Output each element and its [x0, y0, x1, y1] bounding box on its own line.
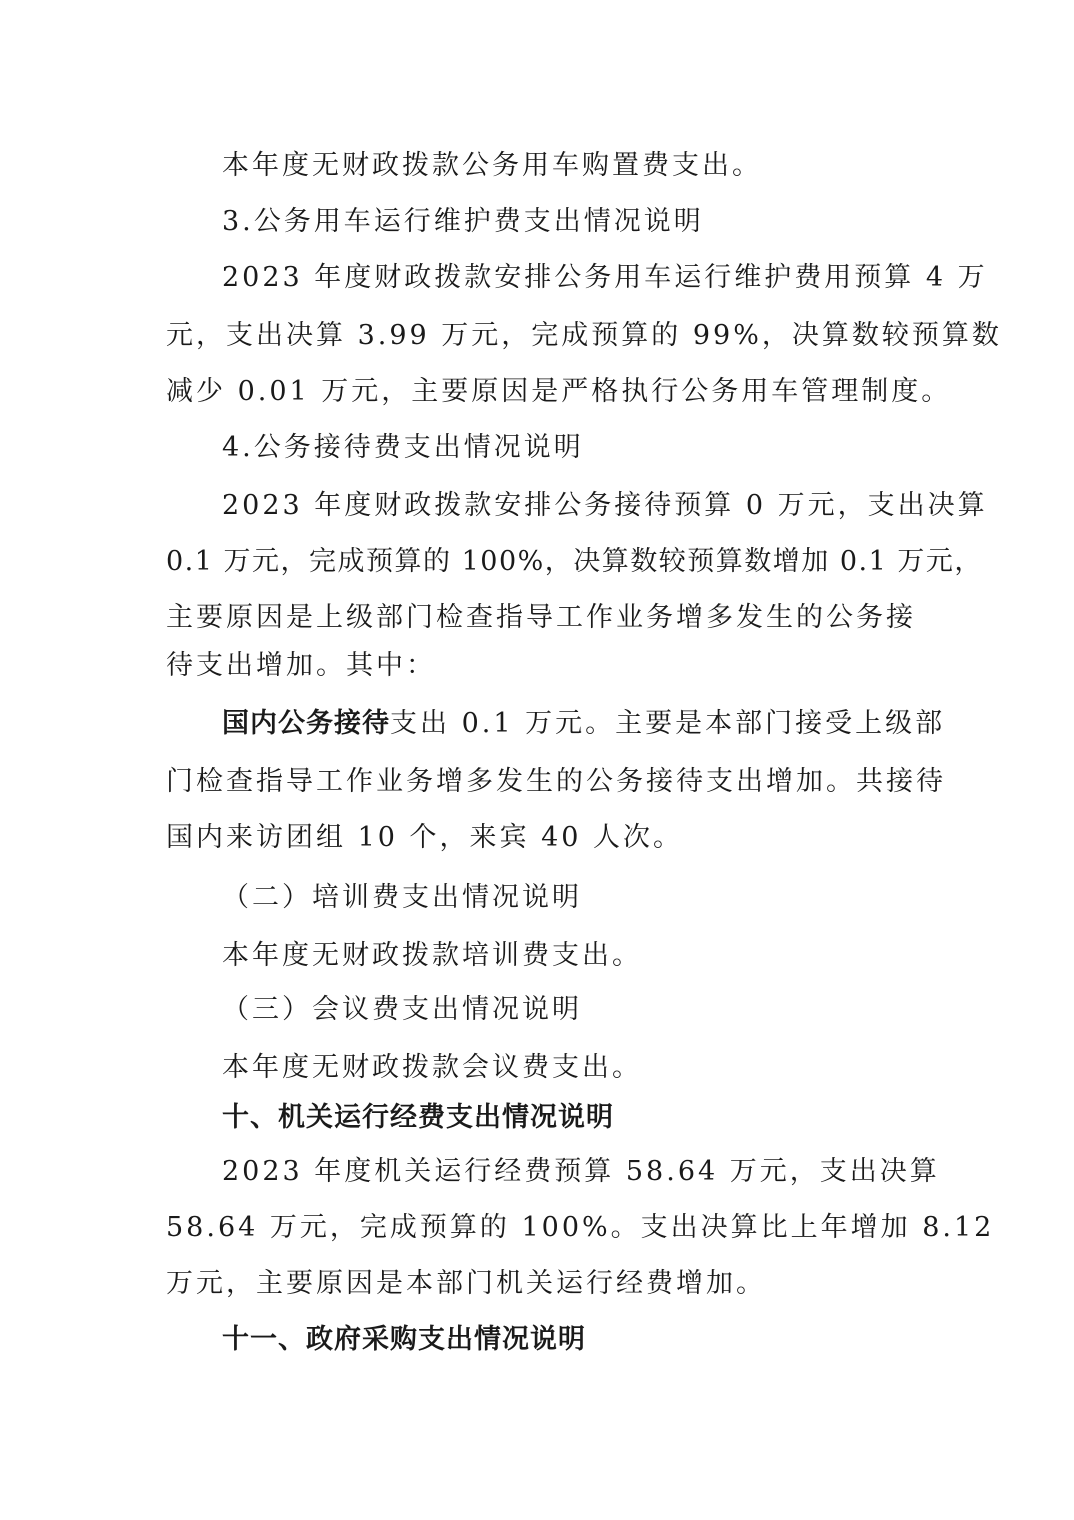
paragraph-line: 2023 年度财政拨款安排公务接待预算 0 万元，支出决算 — [222, 490, 988, 521]
section-heading: 3.公务用车运行维护费支出情况说明 — [222, 206, 704, 237]
paragraph-line: 本年度无财政拨款会议费支出。 — [222, 1052, 642, 1083]
paragraph-line: 2023 年度机关运行经费预算 58.64 万元，支出决算 — [222, 1156, 940, 1187]
domestic-reception-text: 支出 0.1 万元。主要是本部门接受上级部 — [390, 708, 946, 739]
paragraph-line — [222, 704, 945, 744]
paragraph-line: 减少 0.01 万元，主要原因是严格执行公务用车管理制度。 — [166, 376, 952, 407]
section-heading: （三）会议费支出情况说明 — [222, 994, 582, 1025]
paragraph-line: 58.64 万元，完成预算的 100%。支出决算比上年增加 8.12 — [166, 1212, 995, 1243]
paragraph-line: 国内来访团组 10 个，来宾 40 人次。 — [166, 822, 684, 853]
paragraph-line: 万元，主要原因是本部门机关运行经费增加。 — [166, 1268, 766, 1299]
paragraph-line: 本年度无财政拨款培训费支出。 — [222, 940, 642, 971]
paragraph-line: 0.1 万元，完成预算的 100%，决算数较预算数增加 0.1 万元， — [166, 546, 983, 577]
section-heading: 4.公务接待费支出情况说明 — [222, 432, 584, 463]
paragraph-line: 主要原因是上级部门检查指导工作业务增多发生的公务接 — [166, 602, 916, 633]
chapter-heading: 十、机关运行经费支出情况说明 — [222, 1102, 614, 1133]
paragraph-line: 门检查指导工作业务增多发生的公务接待支出增加。共接待 — [166, 766, 946, 797]
chapter-heading: 十一、政府采购支出情况说明 — [222, 1324, 586, 1355]
paragraph-line: 2023 年度财政拨款安排公务用车运行维护费用预算 4 万 — [222, 262, 988, 293]
paragraph-line: 元，支出决算 3.99 万元，完成预算的 99%，决算数较预算数 — [166, 320, 1002, 351]
paragraph-line: 待支出增加。其中： — [166, 650, 436, 681]
paragraph-line: 本年度无财政拨款公务用车购置费支出。 — [222, 150, 762, 181]
section-heading: （二）培训费支出情况说明 — [222, 882, 582, 913]
domestic-reception-label: 国内公务接待 — [222, 708, 390, 739]
